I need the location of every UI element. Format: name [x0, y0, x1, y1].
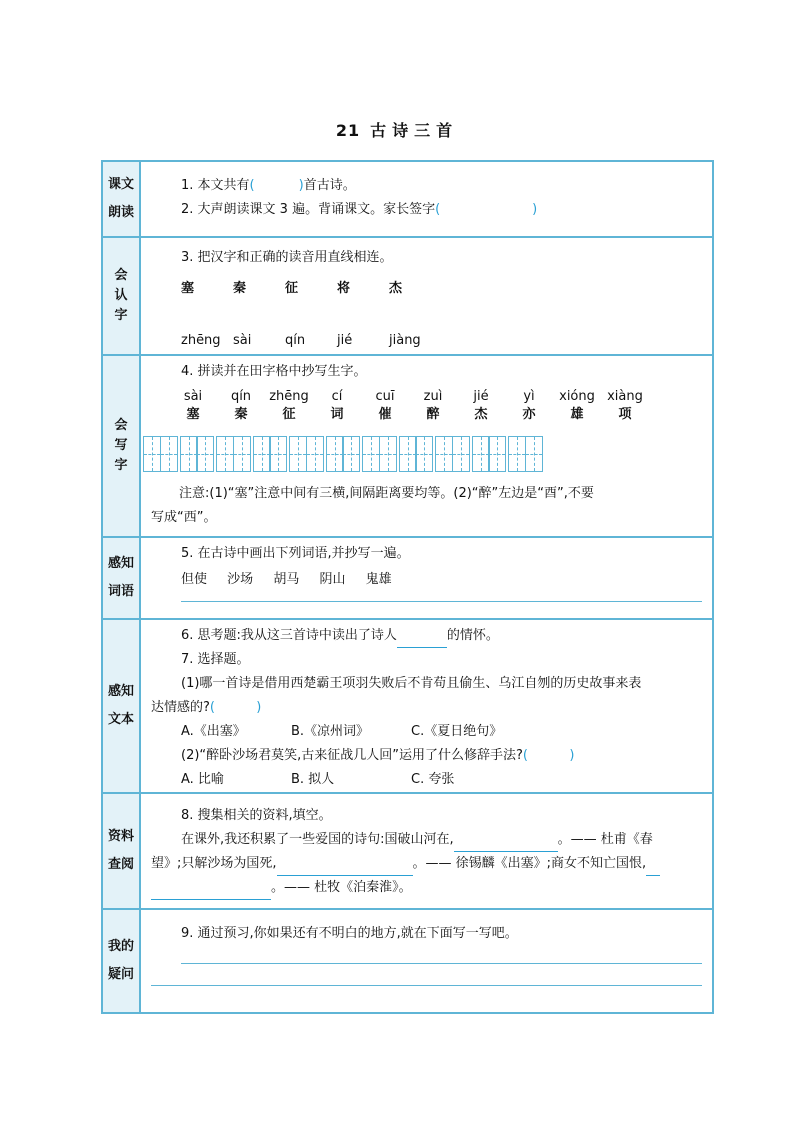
section-label	[102, 793, 140, 909]
section-words	[102, 537, 713, 619]
word: 胡马	[273, 572, 300, 587]
label-line: 感知	[107, 556, 134, 571]
grid-cell[interactable]	[160, 436, 178, 472]
option[interactable]: B. 拟人	[291, 772, 335, 787]
char: 塞	[186, 407, 200, 422]
label-line: 查阅	[107, 857, 134, 872]
q8-text: 。—— 杜牧《泊秦淮》。	[271, 880, 412, 895]
section-content	[140, 793, 713, 909]
word: 沙场	[227, 572, 254, 587]
question-8: 8. 搜集相关的资料,填空。	[181, 808, 332, 823]
label-line: 字	[114, 308, 128, 323]
section-content	[140, 619, 713, 793]
label-line: 课文	[107, 177, 134, 192]
paren: (	[249, 178, 255, 193]
section-text	[102, 619, 713, 793]
grid-cell[interactable]	[362, 436, 380, 472]
char: 词	[330, 407, 344, 422]
label-line: 文本	[107, 712, 134, 727]
section-label	[102, 909, 140, 1013]
section-label	[102, 161, 140, 237]
label-line: 认	[114, 288, 128, 303]
section-label	[102, 537, 140, 619]
word-list	[181, 568, 702, 592]
q6-end: 的情怀。	[446, 628, 499, 643]
worksheet-table	[101, 160, 714, 1014]
pinyin: yì	[523, 389, 535, 404]
char: 杰	[474, 407, 488, 422]
grid-cell[interactable]	[233, 436, 251, 472]
pinyin[interactable]: sài	[233, 333, 252, 348]
label-line: 我的	[107, 939, 134, 954]
grid-cell[interactable]	[289, 436, 307, 472]
q8-text: 。—— 杜甫《春	[557, 832, 653, 847]
q7-2-text: (2)“醉卧沙场君莫笑,古来征战几人回”运用了什么修辞手法?	[181, 748, 523, 763]
q8-line-1	[181, 828, 702, 852]
section-content	[140, 161, 713, 237]
grid-cells[interactable]	[143, 436, 545, 472]
pinyin: xióng	[559, 389, 595, 404]
lesson-title: 古诗三首	[370, 121, 459, 140]
word: 但使	[181, 572, 208, 587]
label-line: 感知	[107, 684, 134, 699]
grid-cell[interactable]	[399, 436, 417, 472]
char: 醉	[426, 407, 440, 422]
pinyin: cí	[331, 389, 343, 404]
grid-cell[interactable]	[472, 436, 490, 472]
char[interactable]: 征	[285, 281, 299, 296]
label-line: 资料	[107, 829, 134, 844]
label-line: 疑问	[107, 967, 134, 982]
section-content	[140, 909, 713, 1013]
char-row	[181, 276, 702, 302]
char: 催	[378, 407, 392, 422]
char[interactable]: 塞	[181, 281, 195, 296]
answer-blank[interactable]	[646, 859, 660, 876]
section-label	[102, 237, 140, 355]
char[interactable]: 杰	[389, 281, 403, 296]
pinyin: qín	[230, 389, 252, 404]
pinyin: zuì	[423, 389, 443, 404]
section-questions	[102, 909, 713, 1013]
q8-line-3	[151, 876, 702, 900]
pinyin-row	[169, 388, 702, 406]
option[interactable]: C. 夸张	[411, 772, 455, 787]
question-4: 4. 拼读并在田字格中抄写生字。	[181, 364, 367, 379]
grid-cell[interactable]	[342, 436, 360, 472]
grid-cell[interactable]	[488, 436, 506, 472]
char[interactable]: 秦	[233, 281, 247, 296]
label-line: 会	[114, 268, 128, 283]
pinyin[interactable]: jié	[337, 333, 353, 348]
question-6	[181, 624, 702, 648]
section-research	[102, 793, 713, 909]
answer-blank[interactable]	[397, 631, 447, 648]
grid-cell[interactable]	[180, 436, 198, 472]
label-line: 朗读	[107, 205, 134, 220]
label-line: 字	[114, 458, 128, 473]
section-write	[102, 355, 713, 537]
label-line: 会	[114, 418, 128, 433]
grid-cell[interactable]	[525, 436, 543, 472]
char: 征	[282, 407, 296, 422]
paren: )	[532, 202, 538, 217]
grid-cell[interactable]	[196, 436, 214, 472]
section-label	[102, 619, 140, 793]
question-1	[181, 174, 702, 198]
grid-cell[interactable]	[379, 436, 397, 472]
option[interactable]: C.《夏日绝句》	[411, 724, 503, 739]
q1-end: 首古诗。	[303, 178, 356, 193]
question-7-1: (1)哪一首诗是借用西楚霸王项羽失败后不肯苟且偷生、乌江自刎的历史故事来表	[181, 676, 642, 691]
section-label	[102, 355, 140, 537]
grid-cell[interactable]	[435, 436, 453, 472]
pinyin: jié	[473, 389, 489, 404]
pinyin: sài	[183, 389, 203, 404]
pinyin: cuī	[375, 389, 395, 404]
question-9: 9. 通过预习,你如果还有不明白的地方,就在下面写一写吧。	[181, 926, 518, 941]
q8-text: 望》;只解沙场为国死,	[151, 856, 277, 871]
pinyin[interactable]: jiàng	[389, 333, 421, 348]
question-3: 3. 把汉字和正确的读音用直线相连。	[181, 250, 393, 265]
char: 秦	[234, 407, 248, 422]
pinyin[interactable]: qín	[285, 333, 306, 348]
answer-blank[interactable]	[151, 883, 271, 900]
char[interactable]: 将	[337, 281, 351, 296]
options-7-2	[181, 768, 702, 792]
note-line: 注意:(1)“塞”注意中间有三横,间隔距离要均等。(2)“醉”左边是“酉”,不要	[179, 486, 594, 501]
question-7-1-cont	[151, 696, 702, 720]
q2-text: 2. 大声朗读课文 3 遍。背诵课文。家长签字	[181, 202, 436, 217]
q7-1-text: 达情感的?	[151, 700, 210, 715]
question-2	[181, 198, 702, 222]
grid-cell[interactable]	[253, 436, 271, 472]
q8-text: 。—— 徐锡麟《出塞》;商女不知亡国恨,	[412, 856, 647, 871]
option[interactable]: B.《凉州词》	[291, 724, 370, 739]
q1-text: 1. 本文共有	[181, 178, 250, 193]
q6-text: 6. 思考题:我从这三首诗中读出了诗人	[181, 628, 397, 643]
pinyin: zhēng	[269, 389, 309, 404]
char: 亦	[522, 407, 536, 422]
answer-line[interactable]	[181, 600, 702, 602]
paren: (	[435, 202, 441, 217]
label-line: 写	[114, 438, 128, 453]
section-content	[140, 537, 713, 619]
word: 鬼雄	[365, 572, 392, 587]
char-row	[169, 406, 702, 424]
question-7: 7. 选择题。	[181, 652, 250, 667]
char: 项	[618, 407, 632, 422]
answer-paren[interactable]: ( )	[522, 748, 575, 763]
grid-cell[interactable]	[415, 436, 433, 472]
options-7-1	[181, 720, 702, 744]
section-content	[140, 355, 713, 537]
grid-cell[interactable]	[508, 436, 526, 472]
section-reading	[102, 161, 713, 237]
section-recognize	[102, 237, 713, 355]
q8-line-2	[151, 852, 702, 876]
question-5: 5. 在古诗中画出下列词语,并抄写一遍。	[181, 546, 410, 561]
section-content	[140, 237, 713, 355]
char: 雄	[570, 407, 584, 422]
option[interactable]: A. 比喻	[181, 772, 224, 787]
answer-blank[interactable]	[454, 835, 558, 852]
word: 阴山	[319, 572, 346, 587]
grid-cell[interactable]	[143, 436, 161, 472]
tianzige-grid[interactable]	[143, 436, 702, 472]
option[interactable]: A.《出塞》	[181, 724, 246, 739]
label-line: 词语	[107, 584, 134, 599]
grid-cell[interactable]	[216, 436, 234, 472]
answer-line[interactable]	[181, 962, 702, 964]
grid-cell[interactable]	[326, 436, 344, 472]
note-line: 写成“西”。	[151, 510, 217, 525]
grid-cell[interactable]	[306, 436, 324, 472]
paren: )	[298, 178, 304, 193]
answer-blank[interactable]	[277, 859, 413, 876]
pinyin[interactable]: zhēng	[181, 333, 221, 348]
grid-cell[interactable]	[269, 436, 287, 472]
answer-line[interactable]	[151, 984, 702, 986]
q8-text: 在课外,我还积累了一些爱国的诗句:国破山河在,	[181, 832, 454, 847]
pinyin: xiàng	[607, 389, 643, 404]
question-7-2	[181, 744, 702, 768]
grid-cell[interactable]	[452, 436, 470, 472]
lesson-number: 21	[335, 121, 361, 140]
page-title	[0, 118, 794, 141]
answer-paren[interactable]: ( )	[209, 700, 262, 715]
pinyin-row	[181, 328, 702, 354]
